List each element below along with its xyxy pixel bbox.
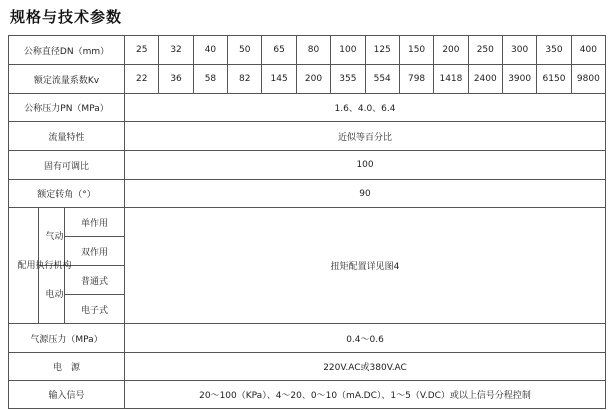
kv-value: 22 <box>125 65 159 94</box>
dn-value: 300 <box>502 36 536 65</box>
spec-table <box>8 35 606 409</box>
double-acting-label: 双作用 <box>65 237 125 266</box>
dn-value: 80 <box>296 36 330 65</box>
kv-value: 145 <box>262 65 296 94</box>
dn-label: 公称直径DN（mm） <box>9 36 125 65</box>
kv-value: 1418 <box>434 65 468 94</box>
kv-value: 3900 <box>502 65 536 94</box>
electronic-type-label: 电子式 <box>65 295 125 324</box>
input-label: 输入信号 <box>9 381 125 409</box>
kv-value: 355 <box>331 65 365 94</box>
kv-label: 额定流量系数Kv <box>9 65 125 94</box>
ratio-value: 100 <box>125 151 606 180</box>
power-label: 电 源 <box>9 353 125 381</box>
page-title: 规格与技术参数 <box>10 8 123 26</box>
air-row <box>9 324 606 353</box>
actuator-value: 扭矩配置详见图4 <box>125 208 606 324</box>
kv-value: 6150 <box>537 65 571 94</box>
pn-value: 1.6、4.0、6.4 <box>125 94 606 122</box>
single-acting-label: 单作用 <box>65 208 125 237</box>
electric-label: 电动 <box>39 266 65 324</box>
kv-value: 200 <box>296 65 330 94</box>
power-value: 220V.AC或380V.AC <box>125 353 606 381</box>
actuator-row <box>9 208 606 237</box>
power-row <box>9 353 606 381</box>
kv-value: 9800 <box>571 65 605 94</box>
kv-value: 2400 <box>468 65 502 94</box>
dn-value: 250 <box>468 36 502 65</box>
dn-value: 100 <box>331 36 365 65</box>
dn-value: 150 <box>399 36 433 65</box>
ratio-row <box>9 151 606 180</box>
dn-value: 200 <box>434 36 468 65</box>
flow-row <box>9 122 606 151</box>
kv-value: 798 <box>399 65 433 94</box>
ratio-label: 固有可调比 <box>9 151 125 180</box>
dn-value: 40 <box>193 36 227 65</box>
pneumatic-label: 气动 <box>39 208 65 266</box>
angle-label: 额定转角（°） <box>9 180 125 208</box>
dn-value: 50 <box>228 36 262 65</box>
pn-row <box>9 94 606 122</box>
kv-row <box>9 65 606 94</box>
dn-value: 350 <box>537 36 571 65</box>
dn-value: 25 <box>125 36 159 65</box>
standard-type-label: 普通式 <box>65 266 125 295</box>
dn-value: 400 <box>571 36 605 65</box>
dn-value: 65 <box>262 36 296 65</box>
input-value: 20～100（KPa）、4～20、0～10（mA.DC）、1～5（V.DC）或以上信号分程控制 <box>125 381 606 409</box>
kv-value: 58 <box>193 65 227 94</box>
dn-row <box>9 36 606 65</box>
kv-value: 36 <box>159 65 193 94</box>
flow-label: 流量特性 <box>9 122 125 151</box>
angle-row <box>9 180 606 208</box>
actuator-label: 配用执行机构 <box>9 208 39 324</box>
air-value: 0.4～0.6 <box>125 324 606 353</box>
flow-value: 近似等百分比 <box>125 122 606 151</box>
angle-value: 90 <box>125 180 606 208</box>
kv-value: 554 <box>365 65 399 94</box>
air-label: 气源压力（MPa） <box>9 324 125 353</box>
pn-label: 公称压力PN（MPa） <box>9 94 125 122</box>
kv-value: 82 <box>228 65 262 94</box>
dn-value: 125 <box>365 36 399 65</box>
dn-value: 32 <box>159 36 193 65</box>
input-row <box>9 381 606 409</box>
